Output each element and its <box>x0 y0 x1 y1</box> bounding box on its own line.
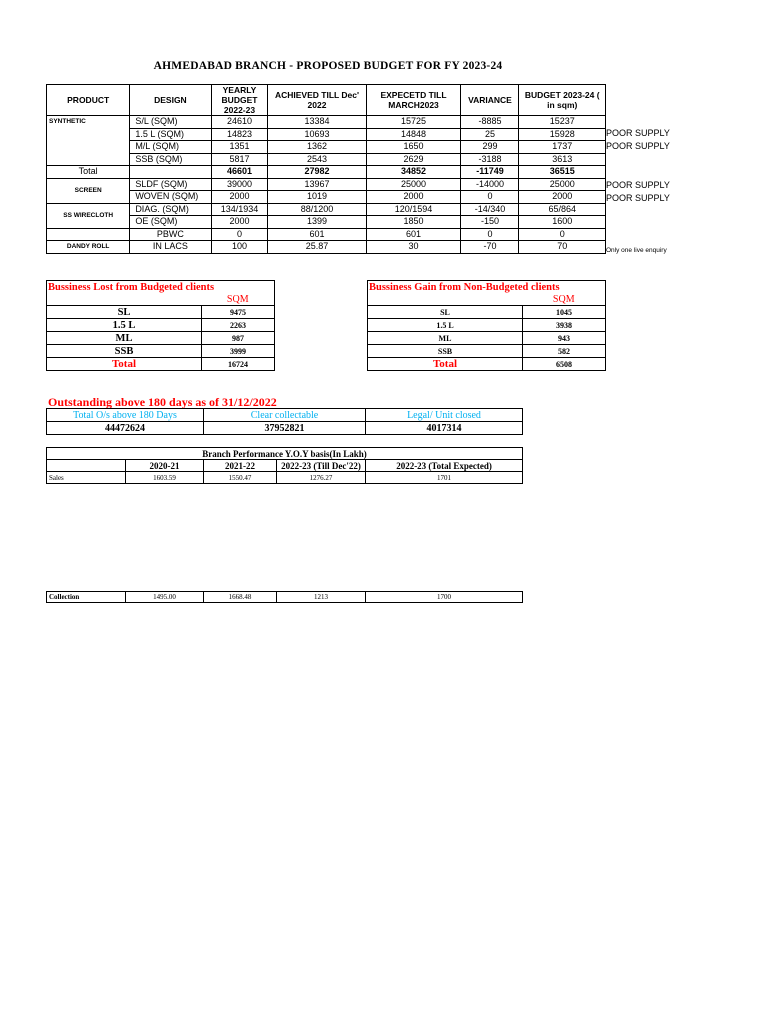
variance-cell: -150 <box>461 216 519 229</box>
table-row <box>368 306 606 319</box>
budget-next-cell: 65/864 <box>519 203 606 216</box>
variance-cell: 25 <box>461 128 519 141</box>
header-expected: EXPECETD TILL MARCH2023 <box>366 85 461 116</box>
variance-cell: -8885 <box>461 116 519 129</box>
design-cell: IN LACS <box>130 241 211 254</box>
collection-value: 1213 <box>277 592 366 603</box>
value-cell: 943 <box>523 332 606 345</box>
budget-next-cell: 15928 <box>519 128 606 141</box>
header-empty <box>47 460 126 472</box>
table-row <box>47 306 275 319</box>
budget-header-row <box>47 85 606 116</box>
product-screen: SCREEN <box>47 178 130 203</box>
budget-cell: 5817 <box>211 153 268 166</box>
key-cell: SSB <box>47 345 202 358</box>
design-cell: WOVEN (SQM) <box>130 191 211 204</box>
collection-row <box>47 592 523 603</box>
budget-next-cell: 15237 <box>519 116 606 129</box>
total-label: Total <box>368 358 523 371</box>
total-os-value: 44472624 <box>47 422 204 435</box>
header-year: 2021-22 <box>204 460 277 472</box>
expected-cell: 120/1594 <box>366 203 461 216</box>
variance-cell: -11749 <box>461 166 519 179</box>
variance-cell: 0 <box>461 191 519 204</box>
spacer-cell <box>47 293 202 306</box>
header-variance: VARIANCE <box>461 85 519 116</box>
collection-label: Collection <box>47 592 126 603</box>
performance-table <box>46 447 523 484</box>
table-row <box>47 178 606 191</box>
outstanding-header-row <box>47 409 523 422</box>
key-cell: SL <box>47 306 202 319</box>
design-cell: SSB (SQM) <box>130 153 211 166</box>
outstanding-table <box>46 408 523 435</box>
sales-value: 1276.27 <box>277 472 366 484</box>
table-row <box>47 332 275 345</box>
remark-poor-supply: POOR SUPPLY <box>606 193 670 203</box>
sales-label: Sales <box>47 472 126 484</box>
design-cell: PBWC <box>130 228 211 241</box>
remark-poor-supply: POOR SUPPLY <box>606 141 670 151</box>
expected-cell: 25000 <box>366 178 461 191</box>
header-total-os: Total O/s above 180 Days <box>47 409 204 422</box>
value-cell: 582 <box>523 345 606 358</box>
business-gain-title: Bussiness Gain from Non-Budgeted clients <box>368 281 606 294</box>
unit-label: SQM <box>523 293 606 306</box>
budget-next-cell: 36515 <box>519 166 606 179</box>
value-cell: 3999 <box>202 345 275 358</box>
table-row <box>368 332 606 345</box>
variance-cell: -14000 <box>461 178 519 191</box>
expected-cell: 14848 <box>366 128 461 141</box>
unit-label: SQM <box>202 293 275 306</box>
design-cell <box>130 166 211 179</box>
table-row <box>47 228 606 241</box>
collection-value: 1700 <box>366 592 523 603</box>
business-lost-table <box>46 280 275 371</box>
header-budget-next: BUDGET 2023-24 ( in sqm) <box>519 85 606 116</box>
table-row <box>47 345 275 358</box>
value-cell: 3938 <box>523 319 606 332</box>
key-cell: SSB <box>368 345 523 358</box>
collection-value: 1495.00 <box>126 592 204 603</box>
page-title: AHMEDABAD BRANCH - PROPOSED BUDGET FOR FY 2023-24 <box>153 60 503 72</box>
sales-row <box>47 472 523 484</box>
table-row <box>47 128 606 141</box>
header-achieved: ACHIEVED TILL Dec' 2022 <box>268 85 366 116</box>
clear-collectable-value: 37952821 <box>204 422 366 435</box>
performance-header-row <box>47 460 523 472</box>
table-row <box>47 241 606 254</box>
budget-cell: 0 <box>211 228 268 241</box>
product-synthetic: SYNTHETIC <box>47 116 130 166</box>
expected-cell: 2000 <box>366 191 461 204</box>
achieved-cell: 25.87 <box>268 241 366 254</box>
budget-next-cell: 70 <box>519 241 606 254</box>
total-row <box>47 358 275 371</box>
budget-next-cell: 25000 <box>519 178 606 191</box>
variance-cell: 0 <box>461 228 519 241</box>
design-cell: 1.5 L (SQM) <box>130 128 211 141</box>
header-yearly-budget: YEARLY BUDGET 2022-23 <box>211 85 268 116</box>
value-cell: 2263 <box>202 319 275 332</box>
table-row <box>47 203 606 216</box>
table-row <box>47 191 606 204</box>
business-lost-title: Bussiness Lost from Budgeted clients <box>47 281 275 294</box>
product-empty <box>47 228 130 241</box>
header-design: DESIGN <box>130 85 211 116</box>
budget-next-cell: 0 <box>519 228 606 241</box>
legal-unit-closed-value: 4017314 <box>366 422 523 435</box>
achieved-cell: 1362 <box>268 141 366 154</box>
remark-poor-supply: POOR SUPPLY <box>606 128 670 138</box>
total-label: Total <box>47 358 202 371</box>
table-row <box>47 153 606 166</box>
product-ss-wirecloth: SS WIRECLOTH <box>47 203 130 228</box>
table-row <box>47 116 606 129</box>
value-cell: 1045 <box>523 306 606 319</box>
design-cell: M/L (SQM) <box>130 141 211 154</box>
remark-live-enquiry: Only one live enquiry <box>606 247 667 254</box>
achieved-cell: 13967 <box>268 178 366 191</box>
header-clear-collectable: Clear collectable <box>204 409 366 422</box>
sales-value: 1603.59 <box>126 472 204 484</box>
key-cell: ML <box>47 332 202 345</box>
sales-value: 1550.47 <box>204 472 277 484</box>
value-cell: 9475 <box>202 306 275 319</box>
collection-table <box>46 591 523 603</box>
total-row <box>368 358 606 371</box>
variance-cell: -70 <box>461 241 519 254</box>
design-cell: SLDF (SQM) <box>130 178 211 191</box>
design-cell: OE (SQM) <box>130 216 211 229</box>
total-label: Total <box>47 166 130 179</box>
design-cell: S/L (SQM) <box>130 116 211 129</box>
expected-cell: 15725 <box>366 116 461 129</box>
variance-cell: -14/340 <box>461 203 519 216</box>
expected-cell: 2629 <box>366 153 461 166</box>
achieved-cell: 1399 <box>268 216 366 229</box>
budget-cell: 14823 <box>211 128 268 141</box>
achieved-cell: 1019 <box>268 191 366 204</box>
budget-cell: 46601 <box>211 166 268 179</box>
key-cell: 1.5 L <box>368 319 523 332</box>
budget-cell: 100 <box>211 241 268 254</box>
achieved-cell: 2543 <box>268 153 366 166</box>
design-cell: DIAG. (SQM) <box>130 203 211 216</box>
header-legal-unit-closed: Legal/ Unit closed <box>366 409 523 422</box>
total-value: 16724 <box>202 358 275 371</box>
expected-cell: 1850 <box>366 216 461 229</box>
header-year: 2022-23 (Total Expected) <box>366 460 523 472</box>
budget-cell: 2000 <box>211 216 268 229</box>
budget-cell: 134/1934 <box>211 203 268 216</box>
expected-cell: 1650 <box>366 141 461 154</box>
table-row <box>47 319 275 332</box>
table-row <box>47 216 606 229</box>
value-cell: 987 <box>202 332 275 345</box>
spacer-cell <box>368 293 523 306</box>
achieved-cell: 10693 <box>268 128 366 141</box>
header-year: 2022-23 (Till Dec'22) <box>277 460 366 472</box>
total-row <box>47 166 606 179</box>
expected-cell: 30 <box>366 241 461 254</box>
key-cell: SL <box>368 306 523 319</box>
performance-title: Branch Performance Y.O.Y basis(In Lakh) <box>47 448 523 460</box>
outstanding-value-row <box>47 422 523 435</box>
table-row <box>47 141 606 154</box>
budget-next-cell: 1600 <box>519 216 606 229</box>
key-cell: ML <box>368 332 523 345</box>
budget-cell: 39000 <box>211 178 268 191</box>
budget-next-cell: 2000 <box>519 191 606 204</box>
sales-value: 1701 <box>366 472 523 484</box>
variance-cell: 299 <box>461 141 519 154</box>
remark-poor-supply: POOR SUPPLY <box>606 180 670 190</box>
product-dandy-roll: DANDY ROLL <box>47 241 130 254</box>
key-cell: 1.5 L <box>47 319 202 332</box>
expected-cell: 34852 <box>366 166 461 179</box>
budget-next-cell: 1737 <box>519 141 606 154</box>
achieved-cell: 601 <box>268 228 366 241</box>
budget-cell: 24610 <box>211 116 268 129</box>
achieved-cell: 27982 <box>268 166 366 179</box>
achieved-cell: 88/1200 <box>268 203 366 216</box>
budget-next-cell: 3613 <box>519 153 606 166</box>
achieved-cell: 13384 <box>268 116 366 129</box>
budget-cell: 1351 <box>211 141 268 154</box>
table-row <box>368 345 606 358</box>
header-product: PRODUCT <box>47 85 130 116</box>
expected-cell: 601 <box>366 228 461 241</box>
collection-value: 1668.48 <box>204 592 277 603</box>
budget-table <box>46 84 606 254</box>
outstanding-title: Outstanding above 180 days as of 31/12/2022 <box>48 395 277 409</box>
budget-cell: 2000 <box>211 191 268 204</box>
variance-cell: -3188 <box>461 153 519 166</box>
business-gain-table <box>367 280 606 371</box>
total-value: 6508 <box>523 358 606 371</box>
table-row <box>368 319 606 332</box>
header-year: 2020-21 <box>126 460 204 472</box>
